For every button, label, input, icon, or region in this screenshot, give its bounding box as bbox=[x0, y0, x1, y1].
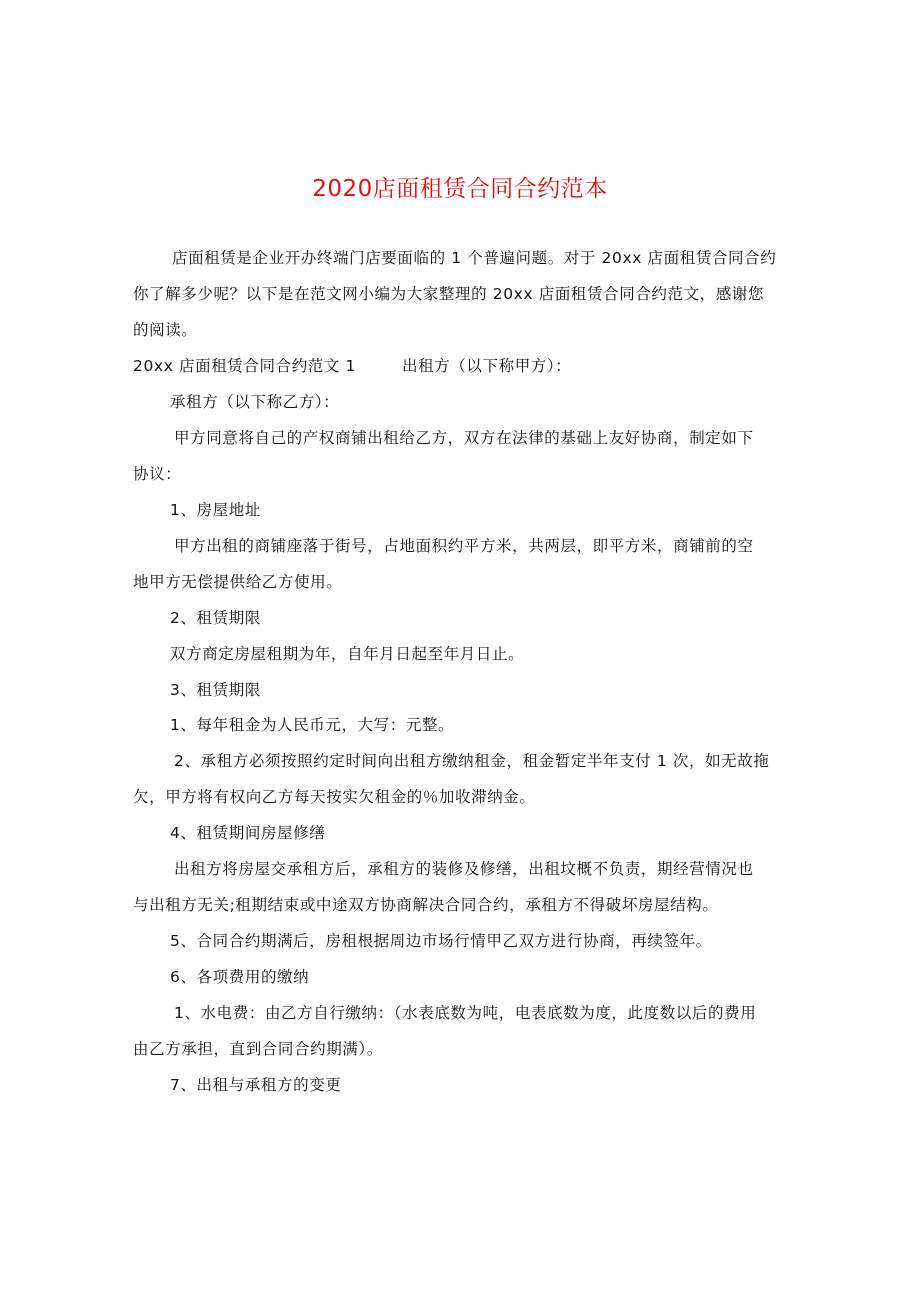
paragraph-line: 5、合同合约期满后，房租根据周边市场行情甲乙双方进行协商，再续签年。 bbox=[170, 932, 712, 950]
paragraph-line: 承租方（以下称乙方）： bbox=[170, 393, 340, 411]
paragraph-line: 双方商定房屋租期为年，自年月日起至年月日止。 bbox=[170, 645, 525, 663]
paragraph-line: 出租方（以下称甲方）： bbox=[402, 357, 572, 375]
paragraph-line: 1、每年租金为人民币元，大写：元整。 bbox=[170, 716, 455, 734]
paragraph-line: 地甲方无偿提供给乙方使用。 bbox=[133, 573, 343, 591]
clause-heading: 7、出租与承租方的变更 bbox=[170, 1076, 342, 1094]
section-heading: 20xx 店面租赁合同合约范文 1 bbox=[133, 357, 356, 375]
clause-heading: 6、各项费用的缴纳 bbox=[170, 968, 310, 986]
paragraph-line: 甲方同意将自己的产权商铺出租给乙方，双方在法律的基础上友好协商，制定如下 bbox=[174, 429, 754, 447]
clause-heading: 4、租赁期间房屋修缮 bbox=[170, 824, 326, 842]
paragraph-line: 的阅读。 bbox=[133, 321, 198, 339]
paragraph-line: 出租方将房屋交承租方后，承租方的装修及修缮，出租坟概不负责，期经营情况也 bbox=[174, 860, 754, 878]
paragraph-line: 欠，甲方将有权向乙方每天按实欠租金的％加收滞纳金。 bbox=[133, 788, 536, 806]
paragraph-line: 与出租方无关;租期结束或中途双方协商解决合同合约，承租方不得破坏房屋结构。 bbox=[133, 896, 719, 914]
paragraph-line: 由乙方承担，直到合同合约期满）。 bbox=[133, 1040, 383, 1058]
paragraph-line: 甲方出租的商铺座落于街号，占地面积约平方米，共两层，即平方米，商铺前的空 bbox=[174, 537, 754, 555]
paragraph-line: 你了解多少呢？以下是在范文网小编为大家整理的 20xx 店面租赁合同合约范文，感谢您 bbox=[133, 285, 765, 303]
paragraph-line: 协议： bbox=[133, 465, 182, 483]
paragraph-line: 店面租赁是企业开办终端门店要面临的 1 个普遍问题。对于 20xx 店面租赁合同合约 bbox=[172, 249, 777, 267]
paragraph-line: 2、承租方必须按照约定时间向出租方缴纳租金，租金暂定半年支付 1 次，如无故拖 bbox=[174, 752, 770, 770]
paragraph-line: 1、水电费：由乙方自行缴纳：（水表底数为吨，电表底数为度，此度数以后的费用 bbox=[174, 1004, 757, 1022]
clause-heading: 3、租赁期限 bbox=[170, 681, 261, 699]
clause-heading: 2、租赁期限 bbox=[170, 609, 261, 627]
clause-heading: 1、房屋地址 bbox=[170, 501, 261, 519]
document-title: 2020店面租赁合同合约范本 bbox=[312, 176, 608, 202]
